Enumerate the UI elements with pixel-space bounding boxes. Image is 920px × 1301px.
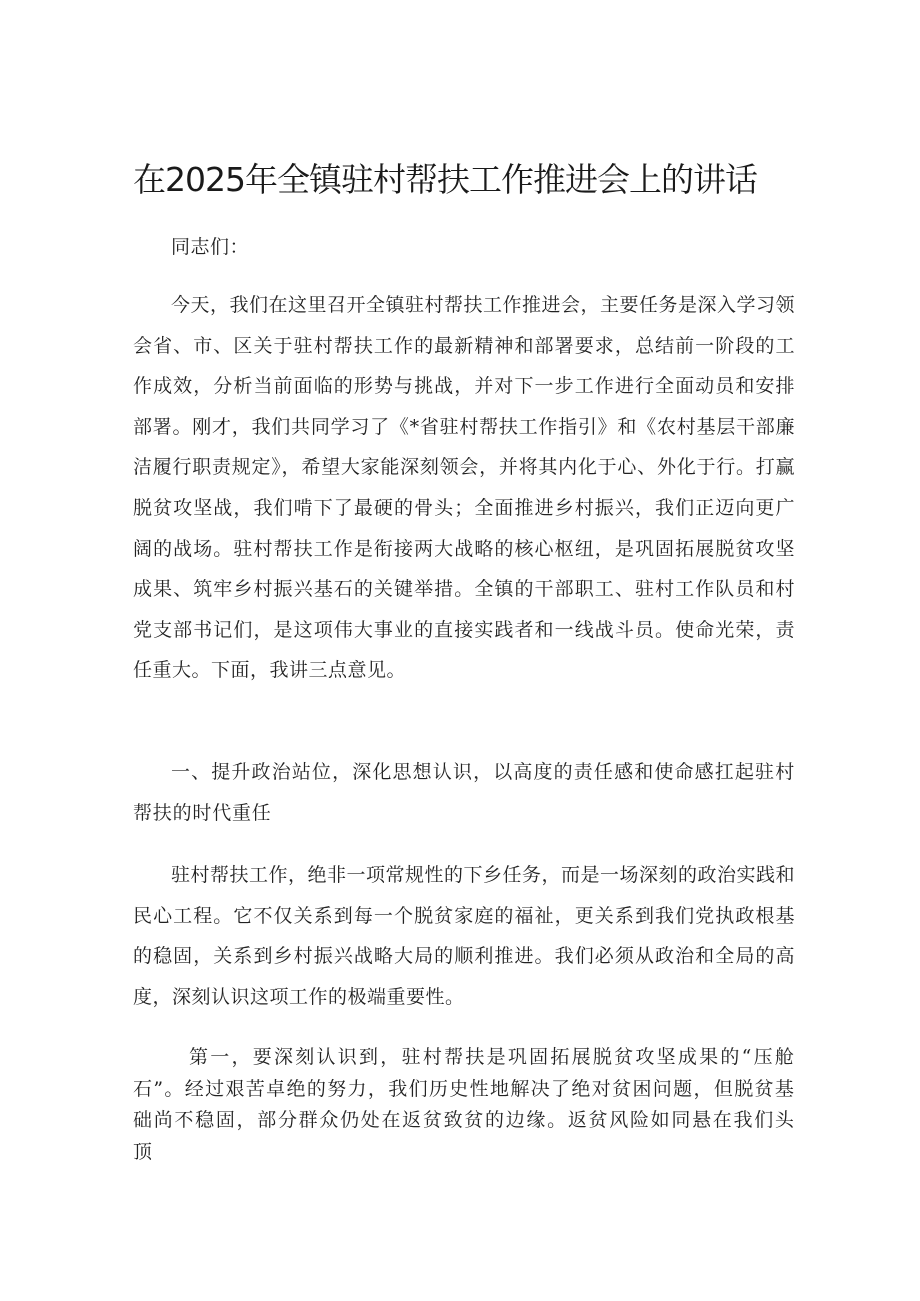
paragraph-opening: 今天，我们在这里召开全镇驻村帮扶工作推进会，主要任务是深入学习领会省、市、区关于驻村帮扶工作的最新精神和部署要求，总结前一阶段的工作成效，分析当前面临的形势与挑战，并对下一步工作进行全面动员和安排部署。刚才，我们共同学习了《*省驻村帮扶工作指引》和《农村基层干部廉洁履行职责规定》，希望大家能深刻领会，并将其内化于心、外化于行。打赢脱贫攻坚战，我们啃下了最硬的骨头；全面推进乡村振兴，我们正迈向更广阔的战场。驻村帮扶工作是衔接两大战略的核心枢纽，是巩固拓展脱贫攻坚成果、筑牢乡村振兴基石的关键举措。全镇的干部职工、驻村工作队员和村党支部书记们，是这项伟大事业的直接实践者和一线战斗员。使命光荣，责任重大。下面，我讲三点意见。 bbox=[133, 294, 796, 682]
paragraph-political-significance: 驻村帮扶工作，绝非一项常规性的下乡任务，而是一场深刻的政治实践和民心工程。它不仅关系到每一个脱贫家庭的福祉，更关系到我们党执政根基的稳固，关系到乡村振兴战略大局的顺利推进。我们必须从政治和全局的高度，深刻认识这项工作的极端重要性。 bbox=[133, 864, 796, 1008]
paragraph-point-one: 第一，要深刻认识到，驻村帮扶是巩固拓展脱贫攻坚成果的“压舱石”。经过艰苦卓绝的努力，我们历史性地解决了绝对贫困问题，但脱贫基础尚不稳固，部分群众仍处在返贫致贫的边缘。返贫风险如同悬在我们头顶 bbox=[133, 1046, 795, 1163]
section-heading-1: 一、提升政治站位，深化思想认识，以高度的责任感和使命感扛起驻村帮扶的时代重任 bbox=[133, 761, 795, 824]
salutation: 同志们： bbox=[171, 236, 250, 258]
document-title: 在2025年全镇驻村帮扶工作推进会上的讲话 bbox=[133, 160, 757, 199]
